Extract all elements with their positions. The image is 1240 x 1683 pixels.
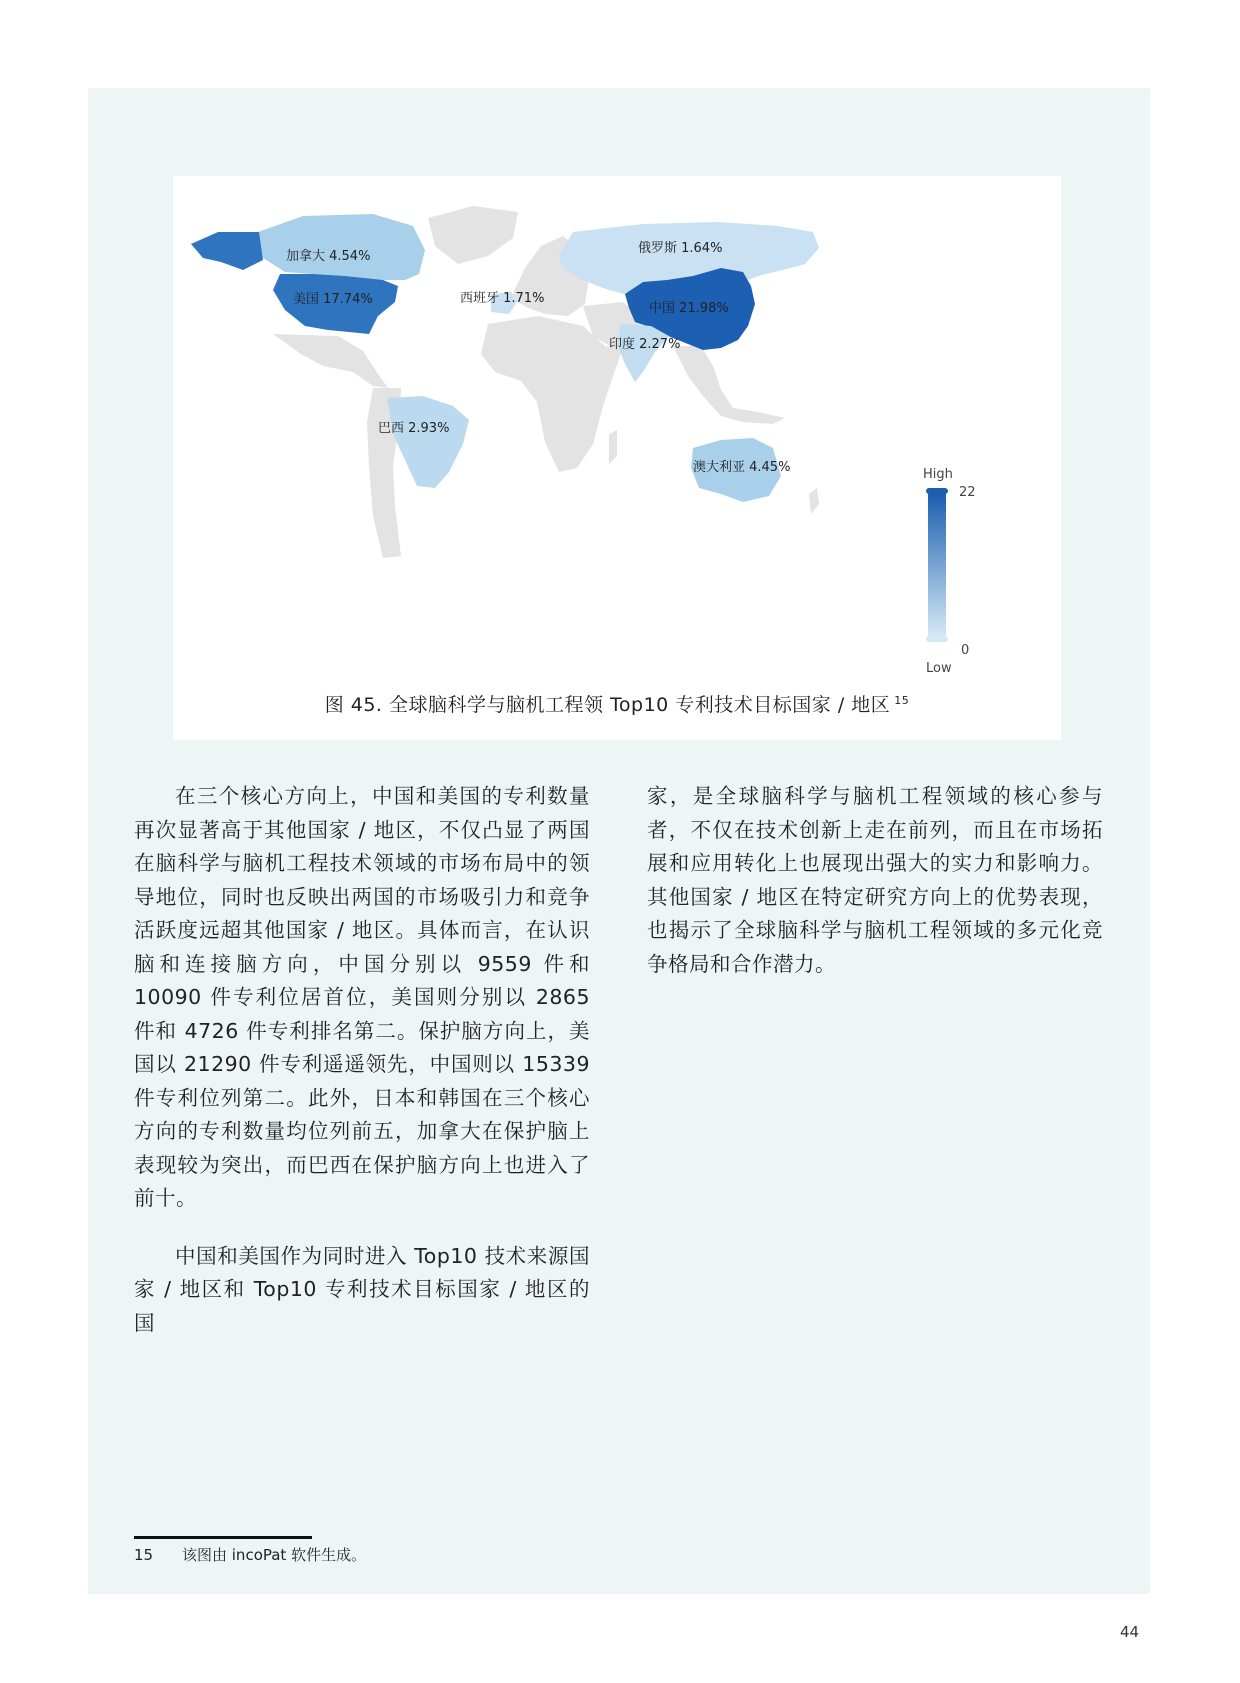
legend-high-cap: [926, 488, 948, 494]
legend-color-bar: [928, 494, 946, 638]
figure-caption-text: 图 45. 全球脑科学与脑机工程领 Top10 专利技术目标国家 / 地区: [324, 694, 891, 716]
legend-low-label: Low: [926, 661, 952, 676]
footnote: [134, 1544, 366, 1565]
new-zealand-land: [809, 488, 819, 514]
world-map: [173, 176, 1061, 740]
figure-card: [173, 176, 1061, 740]
label-russia: 俄罗斯 1.64%: [638, 241, 723, 256]
body-paragraph-1: 在三个核心方向上，中国和美国的专利数量再次显著高于其他国家 / 地区，不仅凸显了两国在脑科学与脑机工程技术领域的市场布局中的领导地位，同时也反映出两国的市场吸引力和竞争活跃度远超其他国家 / 地区。具体而言，在认识脑和连接脑方向，中国分别以 9559 件和 10090 件专利位居首位，美国则分别以 2865 件和 4726 件专利排名第二。保护脑方向上，美国以 21290 件专利遥遥领先，中国则以 15339 件专利位列第二。此外，日本和韩国在三个核心方向的专利数量均位列前五，加拿大在保护脑上表现较为突出，而巴西在保护脑方向上也进入了前十。: [134, 784, 590, 1210]
figure-caption-footnote-ref: 15: [894, 693, 910, 707]
body-paragraph-2: 中国和美国作为同时进入 Top10 技术来源国家 / 地区和 Top10 专利技术目标国家 / 地区的国: [134, 1243, 590, 1335]
body-column-right: [647, 780, 1103, 981]
legend-high-label: High: [923, 467, 953, 482]
mexico-central-america-land: [273, 334, 388, 388]
label-india: 印度 2.27%: [609, 337, 681, 352]
footnote-number: 15: [134, 1546, 154, 1564]
figure-caption: [173, 690, 1061, 717]
greenland-land: [428, 206, 518, 264]
body-column-left: [134, 780, 590, 1340]
body-paragraph-2-continued: 家，是全球脑科学与脑机工程领域的核心参与者，不仅在技术创新上走在前列，而且在市场拓展和应用转化上也展现出强大的实力和影响力。其他国家 / 地区在特定研究方向上的优势表现，也揭示了全球脑科学与脑机工程领域的多元化竞争格局和合作潜力。: [647, 784, 1103, 976]
label-spain: 西班牙 1.71%: [460, 291, 545, 306]
label-canada: 加拿大 4.54%: [286, 249, 371, 264]
footnote-divider: [134, 1536, 312, 1539]
legend-low-cap: [926, 636, 948, 642]
brazil-region: [387, 396, 469, 488]
madagascar-land: [609, 430, 617, 464]
label-australia: 澳大利亚 4.45%: [693, 460, 791, 475]
footnote-text: 该图由 incoPat 软件生成。: [182, 1546, 367, 1564]
label-china: 中国 21.98%: [649, 301, 729, 316]
legend-max-value: 22: [959, 485, 976, 500]
alaska-region: [191, 232, 263, 270]
legend-min-value: 0: [961, 643, 970, 658]
page-number: 44: [1120, 1623, 1140, 1641]
india-region: [617, 324, 669, 382]
southeast-asia-land: [673, 346, 785, 424]
label-usa: 美国 17.74%: [293, 292, 373, 307]
label-brazil: 巴西 2.93%: [378, 421, 450, 436]
canada-region: [258, 214, 425, 280]
